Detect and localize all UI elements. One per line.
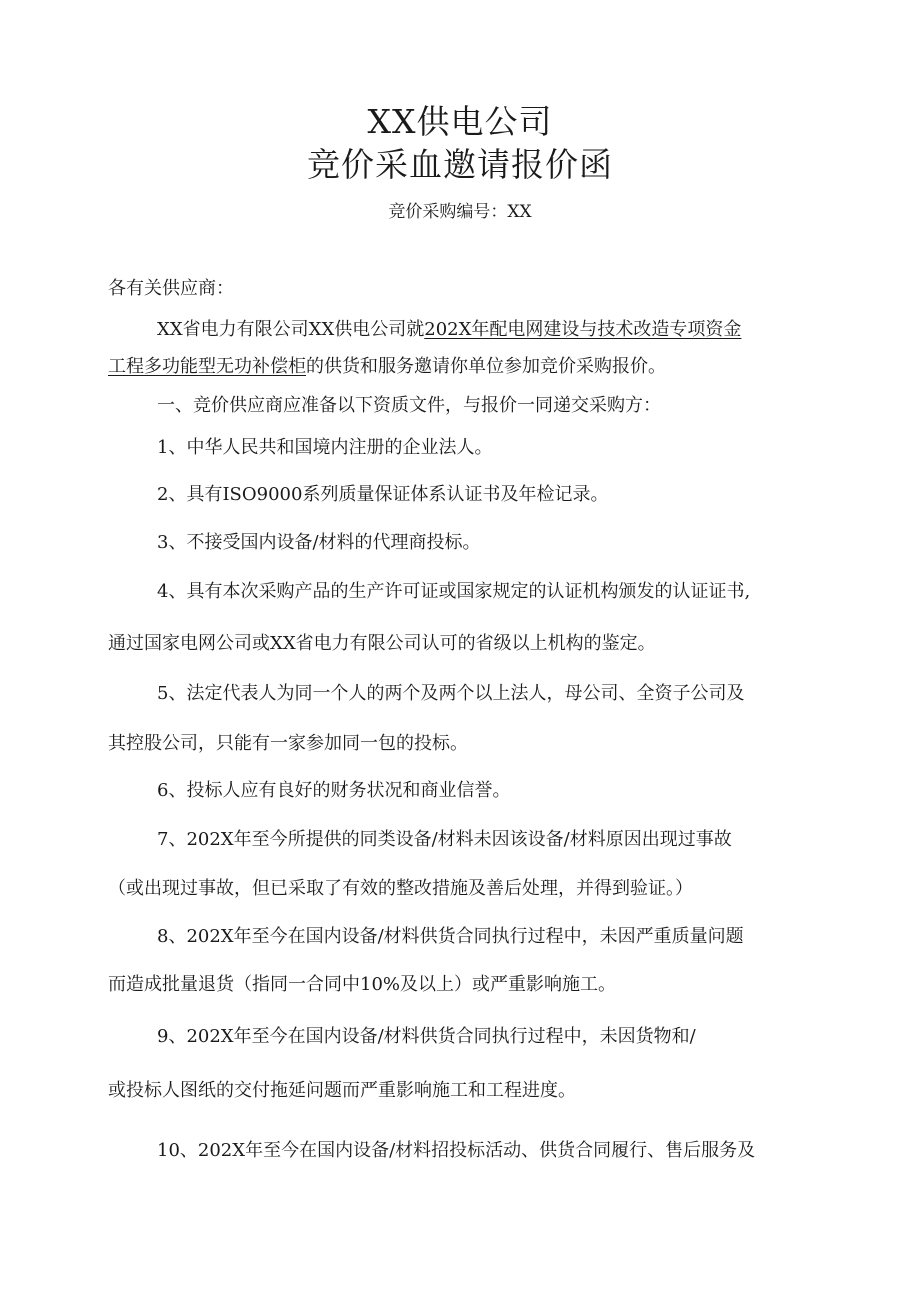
item-6: 6、投标人应有良好的财务状况和商业信誉。 xyxy=(157,780,511,801)
intro-text-end: 的供货和服务邀请你单位参加竞价采购报价。 xyxy=(306,356,666,377)
item-7-line-1: 7、202X年至今所提供的同类设备/材料未因该设备/材料原因出现过事故 xyxy=(157,829,732,850)
item-9-line-2: 或投标人图纸的交付拖延问题而严重影响施工和工程进度。 xyxy=(108,1080,576,1101)
item-10-line-1: 10、202X年至今在国内设备/材料招投标活动、供货合同履行、售后服务及 xyxy=(157,1140,756,1161)
document-title: 竞价采血邀请报价函 xyxy=(307,145,613,184)
procurement-number: 竞价采购编号：XX xyxy=(388,202,532,222)
item-9-line-1: 9、202X年至今在国内设备/材料供货合同执行过程中，未因货物和/ xyxy=(157,1026,696,1047)
item-4-line-2: 通过国家电网公司或XX省电力有限公司认可的省级以上机构的鉴定。 xyxy=(108,633,656,654)
project-name-part-1: 202X年配电网建设与技术改造专项资金 xyxy=(424,319,742,340)
item-5-line-2: 其控股公司，只能有一家参加同一包的投标。 xyxy=(108,733,468,754)
item-3: 3、不接受国内设备/材料的代理商投标。 xyxy=(157,532,481,553)
intro-line-2 xyxy=(108,354,666,380)
item-8-line-1: 8、202X年至今在国内设备/材料供货合同执行过程中，未因严重质量问题 xyxy=(157,926,744,947)
item-1: 1、中华人民共和国境内注册的企业法人。 xyxy=(157,437,493,458)
item-8-line-2: 而造成批量退货（指同一合同中10%及以上）或严重影响施工。 xyxy=(108,974,617,995)
salutation: 各有关供应商： xyxy=(108,278,234,299)
project-name-part-2: 工程多功能型无功补偿柜 xyxy=(108,356,306,377)
item-5-line-1: 5、法定代表人为同一个人的两个及两个以上法人，母公司、全资子公司及 xyxy=(157,683,745,704)
section-1-heading: 一、竞价供应商应准备以下资质文件，与报价一同递交采购方： xyxy=(157,395,661,416)
item-4-line-1: 4、具有本次采购产品的生产许可证或国家规定的认证机构颁发的认证证书, xyxy=(157,581,751,602)
item-7-line-2: （或出现过事故，但已采取了有效的整改措施及善后处理，并得到验证。） xyxy=(108,878,693,899)
intro-text-start: XX省电力有限公司XX供电公司就 xyxy=(157,319,425,340)
item-2: 2、具有ISO9000系列质量保证体系认证书及年检记录。 xyxy=(157,484,609,505)
intro-line-1 xyxy=(157,317,741,343)
company-title: XX供电公司 xyxy=(367,102,553,141)
